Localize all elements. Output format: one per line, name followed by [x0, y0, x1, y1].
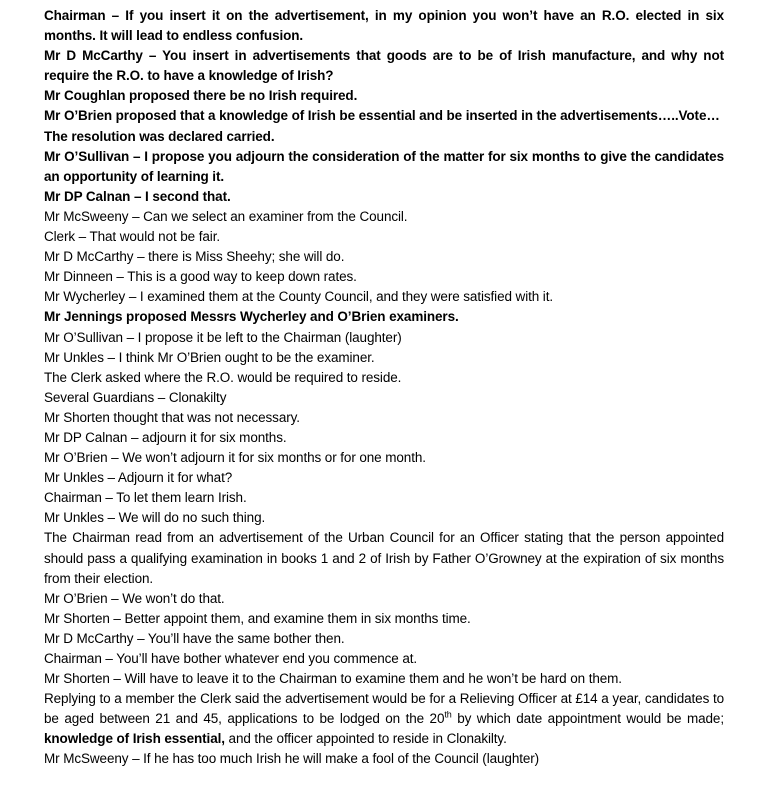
- transcript-line: The Clerk asked where the R.O. would be required to reside.: [44, 369, 402, 385]
- transcript-line: Mr DP Calnan – I second that.: [44, 188, 231, 204]
- transcript-line: Mr Wycherley – I examined them at the County Council, and they were satisfied with it.: [44, 289, 554, 305]
- transcript-line: Chairman – To let them learn Irish.: [44, 490, 247, 506]
- transcript-line: The resolution was declared carried.: [44, 128, 275, 144]
- transcript-line: Mr Shorten – Will have to leave it to the Chairman to examine them and he won’t be hard on them.: [44, 671, 622, 687]
- transcript-line: Mr McSweeny – Can we select an examiner from the Council.: [44, 208, 408, 224]
- transcript-line: Mr McSweeny – If he has too much Irish he will make a fool of the Council (laughter): [44, 751, 540, 767]
- transcript-segment-bold: knowledge of Irish essential,: [44, 731, 225, 747]
- ordinal-superscript: th: [444, 709, 452, 720]
- transcript-line: Mr Shorten thought that was not necessary.: [44, 409, 300, 425]
- transcript-line: Mr O’Brien proposed that a knowledge of Irish be essential and be inserted in the advertisements…..Vote…: [44, 108, 720, 124]
- transcript-line: Mr Unkles – Adjourn it for what?: [44, 470, 233, 486]
- transcript-segment: by which date appointment would be made;: [451, 711, 724, 727]
- transcript-line: Mr DP Calnan – adjourn it for six months.: [44, 429, 287, 445]
- transcript-line: Mr Coughlan proposed there be no Irish required.: [44, 88, 358, 104]
- transcript-line: The Chairman read from an advertisement of the Urban Council for an Officer stating that the person appointed should pass a qualifying examination in books 1 and 2 of Irish by Father O’Growney at the expiration of six months from their election.: [44, 530, 724, 586]
- transcript-line: Mr Dinneen – This is a good way to keep down rates.: [44, 269, 357, 285]
- transcript-line: Mr O’Sullivan – I propose it be left to the Chairman (laughter): [44, 329, 402, 345]
- transcript-line: Mr O’Brien – We won’t do that.: [44, 590, 225, 606]
- transcript-segment: and the officer appointed to reside in Clonakilty.: [224, 731, 507, 747]
- transcript-line: Mr Unkles – We will do no such thing.: [44, 510, 266, 526]
- transcript-line: Clerk – That would not be fair.: [44, 229, 220, 245]
- transcript-line: Mr D McCarthy – You insert in advertisements that goods are to be of Irish manufacture, and why not require the R.O. to have a knowledge of Irish?: [44, 48, 724, 84]
- transcript-segment: Replying to a member the Clerk said the advertisement would be for a Relieving Officer at £14 a year, candidates to be aged between 21 and 45, applications to be lodged on the 20: [44, 691, 724, 727]
- transcript-line: Mr O’Brien – We won’t adjourn it for six months or for one month.: [44, 450, 426, 466]
- transcript-line: Chairman – You’ll have bother whatever end you commence at.: [44, 651, 418, 666]
- transcript-line: Mr O’Sullivan – I propose you adjourn the consideration of the matter for six months to give the candidates an opportunity of learning it.: [44, 148, 724, 184]
- transcript-line: Chairman – If you insert it on the advertisement, in my opinion you won’t have an R.O. elected in six months. It will lead to endless confusion.: [44, 8, 724, 44]
- transcript-line: Mr Unkles – I think Mr O’Brien ought to be the examiner.: [44, 349, 375, 365]
- transcript-line: Mr D McCarthy – there is Miss Sheehy; she will do.: [44, 249, 345, 265]
- transcript-line: Mr D McCarthy – You’ll have the same bother then.: [44, 630, 345, 646]
- transcript-line: Mr Shorten – Better appoint them, and examine them in six months time.: [44, 610, 471, 626]
- transcript-line: [44, 689, 724, 749]
- transcript-line: Mr Jennings proposed Messrs Wycherley and O’Brien examiners.: [44, 309, 459, 325]
- transcript-line: Several Guardians – Clonakilty: [44, 389, 227, 405]
